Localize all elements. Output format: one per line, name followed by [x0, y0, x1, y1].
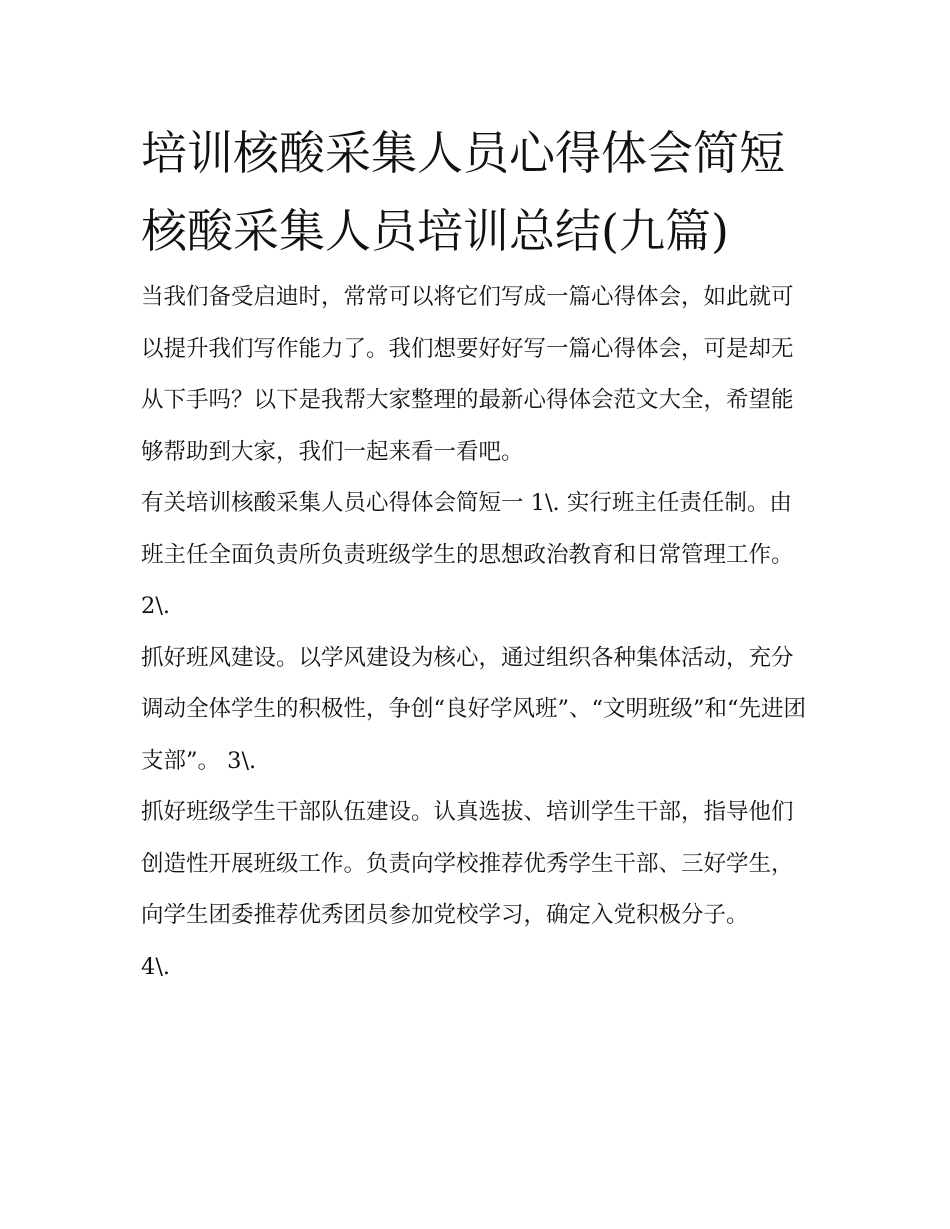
document-title: 培训核酸采集人员心得体会简短 核酸采集人员培训总结(九篇) — [141, 126, 785, 258]
document-page — [141, 114, 813, 993]
intro-paragraph: 当我们备受启迪时，常常可以将它们写成一篇心得体会，如此就可以提升我们写作能力了。我们想要好好写一篇心得体会，可是却无从下手吗？以下是我帮大家整理的最新心得体会范文大全，希望能够帮助到大家，我们一起来看一看吧。 — [141, 284, 794, 465]
section-one-paragraph: 有关培训核酸采集人员心得体会简短一 1\. 实行班主任责任制。由班主任全面负责所负责班级学生的思想政治教育和日常管理工作。 2\. — [141, 490, 794, 619]
item-four-paragraph: 4\. — [141, 953, 171, 980]
class-style-paragraph: 抓好班风建设。以学风建设为核心，通过组织各种集体活动，充分调动全体学生的积极性，争创“良好学风班”、“文明班级”和“先进团支部”。 3\. — [141, 644, 807, 774]
student-cadre-paragraph: 抓好班级学生干部队伍建设。认真选拔、培训学生干部，指导他们创造性开展班级工作。负责向学校推荐优秀学生干部、三好学生，向学生团委推荐优秀团员参加党校学习，确定入党积极分子。 — [141, 799, 794, 928]
